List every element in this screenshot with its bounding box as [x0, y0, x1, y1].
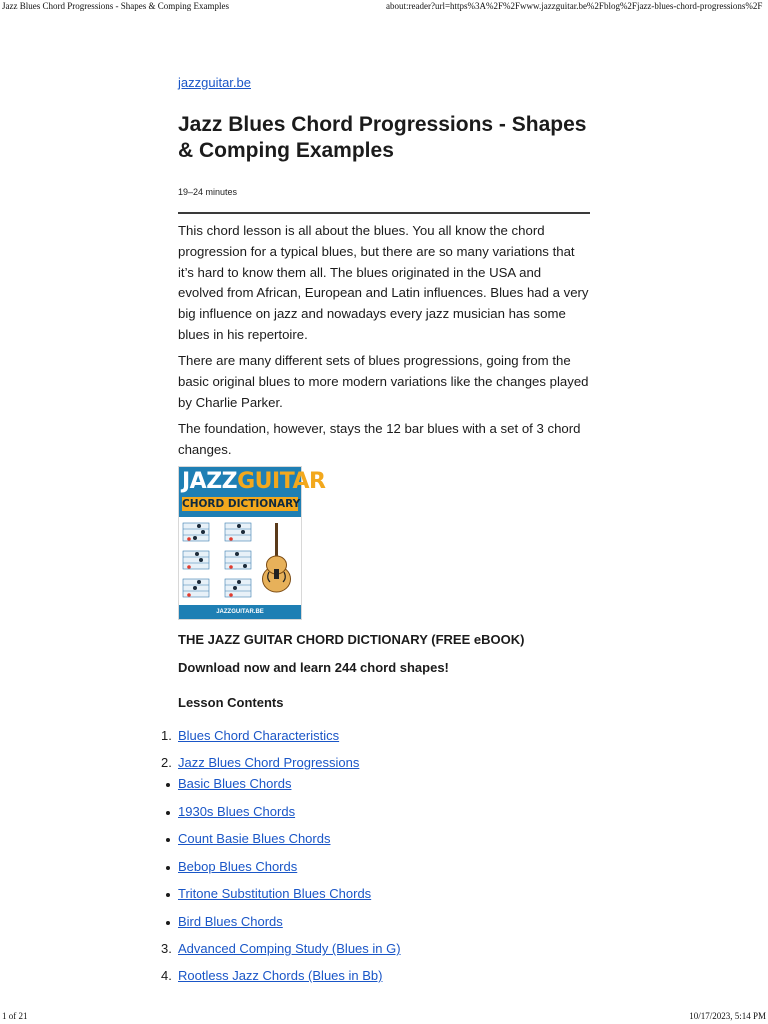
- ebook-cover-header: [179, 467, 326, 517]
- toc-link-basic-blues-chords[interactable]: Basic Blues Chords: [178, 776, 292, 791]
- paragraph-intro: This chord lesson is all about the blues. You all know the chord progression for a typical blues, but there are so many variations that it’s hard to know them all. The blues originated in the USA and evolved from African, European and Latin influences. Blues had a very big influence on jazz and nowadays every jazz musician has some blues in his repertoire.: [178, 223, 589, 342]
- source-domain-link[interactable]: jazzguitar.be: [178, 75, 251, 90]
- print-datetime: 10/17/2023, 5:14 PM: [689, 1011, 766, 1021]
- ebook-heading: THE JAZZ GUITAR CHORD DICTIONARY (FREE eBOOK): [178, 632, 525, 647]
- toc-number: 3.: [161, 941, 172, 956]
- ebook-title-guitar: GUITAR: [237, 469, 326, 494]
- toc-link-rootless-jazz-chords[interactable]: Rootless Jazz Chords (Blues in Bb): [178, 968, 383, 983]
- article-title: Jazz Blues Chord Progressions - Shapes & Comping Examples: [178, 113, 587, 162]
- toc-subitem: [178, 859, 297, 874]
- ebook-subtitle: CHORD DICTIONARY: [182, 498, 301, 510]
- contents-heading: Lesson Contents: [178, 695, 284, 710]
- toc-subitem: [178, 831, 330, 846]
- toc-item: [161, 968, 383, 983]
- toc-subitem: [178, 914, 283, 929]
- toc-subitem: [178, 804, 295, 819]
- bullet-icon: [166, 921, 170, 925]
- toc-link-jazz-blues-chord-progressions[interactable]: Jazz Blues Chord Progressions: [178, 755, 360, 770]
- paragraph-progressions: There are many different sets of blues progressions, going from the basic original blues to more modern variations like the changes played by Charlie Parker.: [178, 353, 589, 410]
- toc-subitem: [178, 776, 291, 791]
- reading-time: 19–24 minutes: [178, 187, 238, 197]
- bullet-icon: [166, 838, 170, 842]
- paragraph-foundation: The foundation, however, stays the 12 bar blues with a set of 3 chord changes.: [178, 421, 581, 457]
- toc-number: 4.: [161, 968, 172, 983]
- toc-item: [161, 728, 340, 743]
- bullet-icon: [166, 893, 170, 897]
- toc-item: [161, 755, 360, 770]
- toc-number: 1.: [161, 728, 172, 743]
- ebook-title-jazz: JAZZ: [182, 469, 238, 494]
- toc-link-bebop-blues-chords[interactable]: Bebop Blues Chords: [178, 859, 298, 874]
- page-number: 1 of 21: [2, 1011, 28, 1021]
- ebook-chord-diagrams-icon: [179, 517, 301, 607]
- toc-link-tritone-substitution-blues-chords[interactable]: Tritone Substitution Blues Chords: [178, 886, 372, 901]
- toc-number: 2.: [161, 755, 172, 770]
- ebook-cover-image[interactable]: [178, 466, 326, 620]
- print-header-url: about:reader?url=https%3A%2F%2Fwww.jazzguitar.be%2Fblog%2Fjazz-blues-chord-progressions%2F: [386, 1, 763, 11]
- header-divider: [178, 212, 590, 214]
- toc-link-count-basie-blues-chords[interactable]: Count Basie Blues Chords: [178, 831, 331, 846]
- print-header-title: Jazz Blues Chord Progressions - Shapes & Comping Examples: [2, 1, 229, 11]
- toc-item: [161, 941, 401, 956]
- bullet-icon: [166, 783, 170, 787]
- ebook-cta[interactable]: Download now and learn 244 chord shapes!: [178, 660, 449, 675]
- bullet-icon: [166, 811, 170, 815]
- print-footer: [0, 1010, 768, 1024]
- ebook-footer: JAZZGUITAR.BE: [179, 605, 301, 619]
- toc-subitem: [178, 886, 371, 901]
- toc-link-1930s-blues-chords[interactable]: 1930s Blues Chords: [178, 804, 296, 819]
- print-header: [0, 0, 768, 14]
- toc-link-blues-chord-characteristics[interactable]: Blues Chord Characteristics: [178, 728, 340, 743]
- toc-link-bird-blues-chords[interactable]: Bird Blues Chords: [178, 914, 283, 929]
- bullet-icon: [166, 866, 170, 870]
- toc-link-advanced-comping-study[interactable]: Advanced Comping Study (Blues in G): [178, 941, 401, 956]
